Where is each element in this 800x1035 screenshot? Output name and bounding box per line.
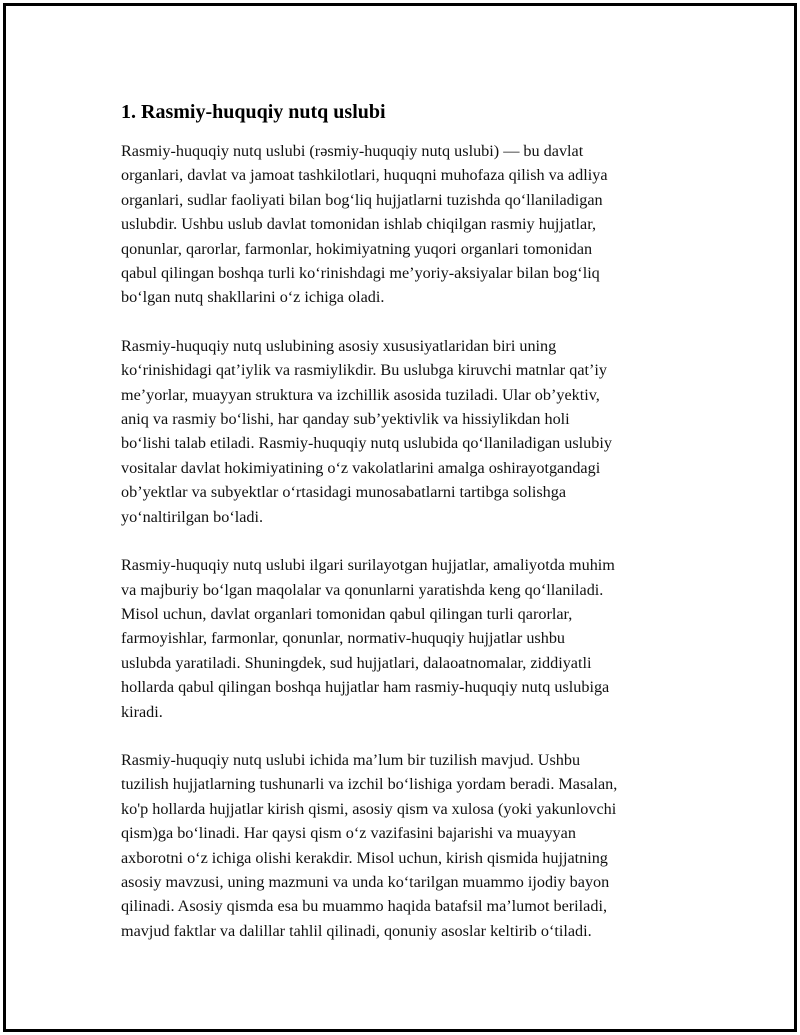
text-line: ob’yektlar va subyektlar o‘rtasidagi munosabatlarni tartibga solishga bbox=[121, 483, 567, 502]
text-line: va majburiy bo‘lgan maqolalar va qonunlarni yaratishda keng qo‘llaniladi. bbox=[121, 580, 604, 599]
text-line: bo‘lishi talab etiladi. Rasmiy-huquqiy nutq uslubida qo‘llaniladigan uslubiy bbox=[121, 434, 612, 453]
text-line: organlari, davlat va jamoat tashkilotlari, huquqni muhofaza qilish va adliya bbox=[121, 166, 608, 185]
text-line: aniq va rasmiy bo‘lishi, har qanday sub’yektivlik va hissiylikdan holi bbox=[121, 410, 570, 429]
text-line: farmoyishlar, farmonlar, qonunlar, normativ-huquqiy hujjatlar ushbu bbox=[121, 629, 566, 648]
document-body bbox=[121, 99, 696, 967]
text-line: yo‘naltirilgan bo‘ladi. bbox=[121, 507, 264, 526]
text-line: Rasmiy-huquqiy nutq uslubi (rəsmiy-huquqiy nutq uslubi) — bu davlat bbox=[121, 142, 584, 160]
text-line: bo‘lgan nutq shakllarini o‘z ichiga oladi. bbox=[121, 288, 385, 307]
text-line: tuzilish hujjatlarning tushunarli va izchil bo‘lishiga yordam beradi. Masalan, bbox=[121, 775, 618, 794]
text-line: qism)ga bo‘linadi. Har qaysi qism o‘z vazifasini bajarishi va muayyan bbox=[121, 824, 576, 843]
text-line: Misol uchun, davlat organlari tomonidan qabul qilingan turli qarorlar, bbox=[121, 604, 573, 623]
text-line: hollarda qabul qilingan boshqa hujjatlar ham rasmiy-huquqiy nutq uslubiga bbox=[121, 678, 610, 697]
text-line: uslubda yaratiladi. Shuningdek, sud hujjatlari, dalaoatnomalar, ziddiyatli bbox=[121, 653, 592, 672]
text-line: ko‘rinishidagi qat’iylik va rasmiylikdir. Bu uslubga kiruvchi matnlar qat’iy bbox=[121, 361, 607, 380]
text-line: mavjud faktlar va dalillar tahlil qilinadi, qonuniy asoslar keltirib o‘tiladi. bbox=[121, 921, 592, 940]
text-line: qonunlar, qarorlar, farmonlar, hokimiyatning yuqori organlari tomonidan bbox=[121, 239, 593, 258]
paragraph-3 bbox=[121, 553, 696, 724]
section-heading: 1. Rasmiy-huquqiy nutq uslubi bbox=[121, 101, 386, 123]
text-line: ko'p hollarda hujjatlar kirish qismi, asosiy qism va xulosa (yoki yakunlovchi bbox=[121, 799, 617, 818]
text-line: uslubdir. Ushbu uslub davlat tomonidan ishlab chiqilgan rasmiy hujjatlar, bbox=[121, 215, 597, 234]
paragraph-4 bbox=[121, 748, 696, 943]
paragraph-1 bbox=[121, 139, 696, 310]
text-line: Rasmiy-huquqiy nutq uslubi ichida ma’lum bir tuzilish mavjud. Ushbu bbox=[121, 750, 581, 769]
text-line: Rasmiy-huquqiy nutq uslubining asosiy xususiyatlaridan biri uning bbox=[121, 336, 557, 355]
text-line: me’yorlar, muayyan struktura va izchillik asosida tuziladi. Ular ob’yektiv, bbox=[121, 385, 600, 404]
text-line: asosiy mavzusi, uning mazmuni va unda ko‘tarilgan muammo ijodiy bayon bbox=[121, 872, 610, 891]
text-line: qilinadi. Asosiy qismda esa bu muammo haqida batafsil ma’lumot beriladi, bbox=[121, 897, 607, 916]
text-line: vositalar davlat hokimiyatining o‘z vakolatlarini amalga oshirayotgandagi bbox=[121, 458, 601, 477]
text-line: organlari, sudlar faoliyati bilan bog‘liq hujjatlarni tuzishda qo‘llaniladigan bbox=[121, 190, 603, 209]
text-line: Rasmiy-huquqiy nutq uslubi ilgari surilayotgan hujjatlar, amaliyotda muhim bbox=[121, 556, 615, 575]
text-line: qabul qilingan boshqa turli ko‘rinishdagi me’yoriy-aksiyalar bilan bog‘liq bbox=[121, 264, 600, 283]
text-line: axborotni o‘z ichiga olishi kerakdir. Misol uchun, kirish qismida hujjatning bbox=[121, 848, 608, 867]
page-frame bbox=[3, 3, 797, 1032]
text-line: kiradi. bbox=[121, 702, 163, 721]
paragraph-2 bbox=[121, 334, 696, 529]
